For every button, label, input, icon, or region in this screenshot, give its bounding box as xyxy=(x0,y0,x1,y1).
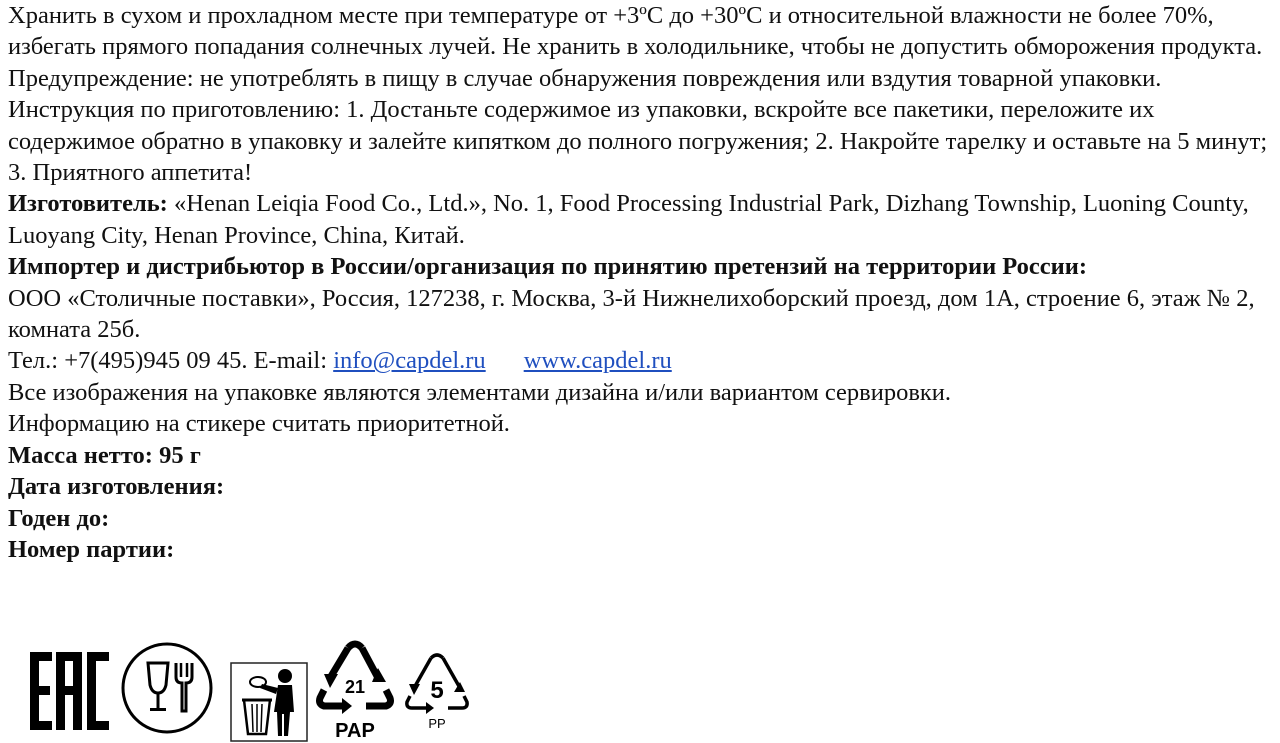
contacts-line xyxy=(8,345,1274,376)
phone-text: Тел.: +7(495)945 09 45. E-mail: xyxy=(8,347,334,375)
dispose-in-bin-icon xyxy=(230,662,308,742)
recycle-pp-icon xyxy=(404,652,470,734)
recycle-pap-number: 21 xyxy=(344,677,366,697)
recycle-pp-number: 5 xyxy=(430,677,444,704)
importer-text: ООО «Столичные поставки», Россия, 127238, г. Москва, 3-й Нижнелихоборский проезд, дом 1А, строение 6, этаж № 2, комната 25б. xyxy=(8,284,1255,344)
cooking-instructions: Инструкция по приготовлению: 1. Достаньте содержимое из упаковки, вскройте все пакетики, переложите их содержимое обратно в упаковку и залейте кипятком до полного погружения; 2. Накройте тарелку и оставьте на 5 минут; 3. Приятного аппетита! xyxy=(8,96,1268,187)
recycle-pp-code: PP xyxy=(428,716,446,731)
sticker-note: Информацию на стикере считать приоритетной. xyxy=(8,410,510,438)
warning-text: Предупреждение: не употреблять в пищу в случае обнаружения повреждения или вздутия товарной упаковки. xyxy=(8,64,1162,92)
email-link[interactable]: info@capdel.ru xyxy=(333,347,486,375)
best-before-label: Годен до: xyxy=(8,504,110,532)
production-date-label: Дата изготовления: xyxy=(8,473,225,501)
manufacturer-text: «Henan Leiqia Food Co., Ltd.», No. 1, Food Processing Industrial Park, Dizhang Township, Luoning County, Luoyang City, Henan Province, China, Китай. xyxy=(8,190,1249,249)
storage-conditions: Хранить в сухом и прохладном месте при температуре от +3ºС до +30ºС и относительной влажности не более 70%, избегать прямого попадания солнечных лучей. Не хранить в холодильнике, чтобы не допустить обморожения продукта. xyxy=(8,2,1263,61)
manufacturer-info xyxy=(8,188,1274,251)
batch-number-label: Номер партии: xyxy=(8,535,175,563)
recycle-pap-code: PAP xyxy=(335,720,375,742)
importer-label: Импортер и дистрибьютор в России/организация по принятию претензий на территории России: xyxy=(8,253,1088,281)
net-weight: Масса нетто: 95 г xyxy=(8,441,201,469)
manufacturer-label: Изготовитель: xyxy=(8,190,168,218)
eac-icon xyxy=(26,650,112,732)
recycle-pap-icon xyxy=(316,638,394,743)
label-text xyxy=(8,0,1274,565)
images-note: Все изображения на упаковке являются элементами дизайна и/или вариантом сервировки. xyxy=(8,378,952,406)
website-link[interactable]: www.capdel.ru xyxy=(523,347,672,375)
packaging-symbols xyxy=(26,638,486,743)
food-contact-icon xyxy=(120,641,214,735)
